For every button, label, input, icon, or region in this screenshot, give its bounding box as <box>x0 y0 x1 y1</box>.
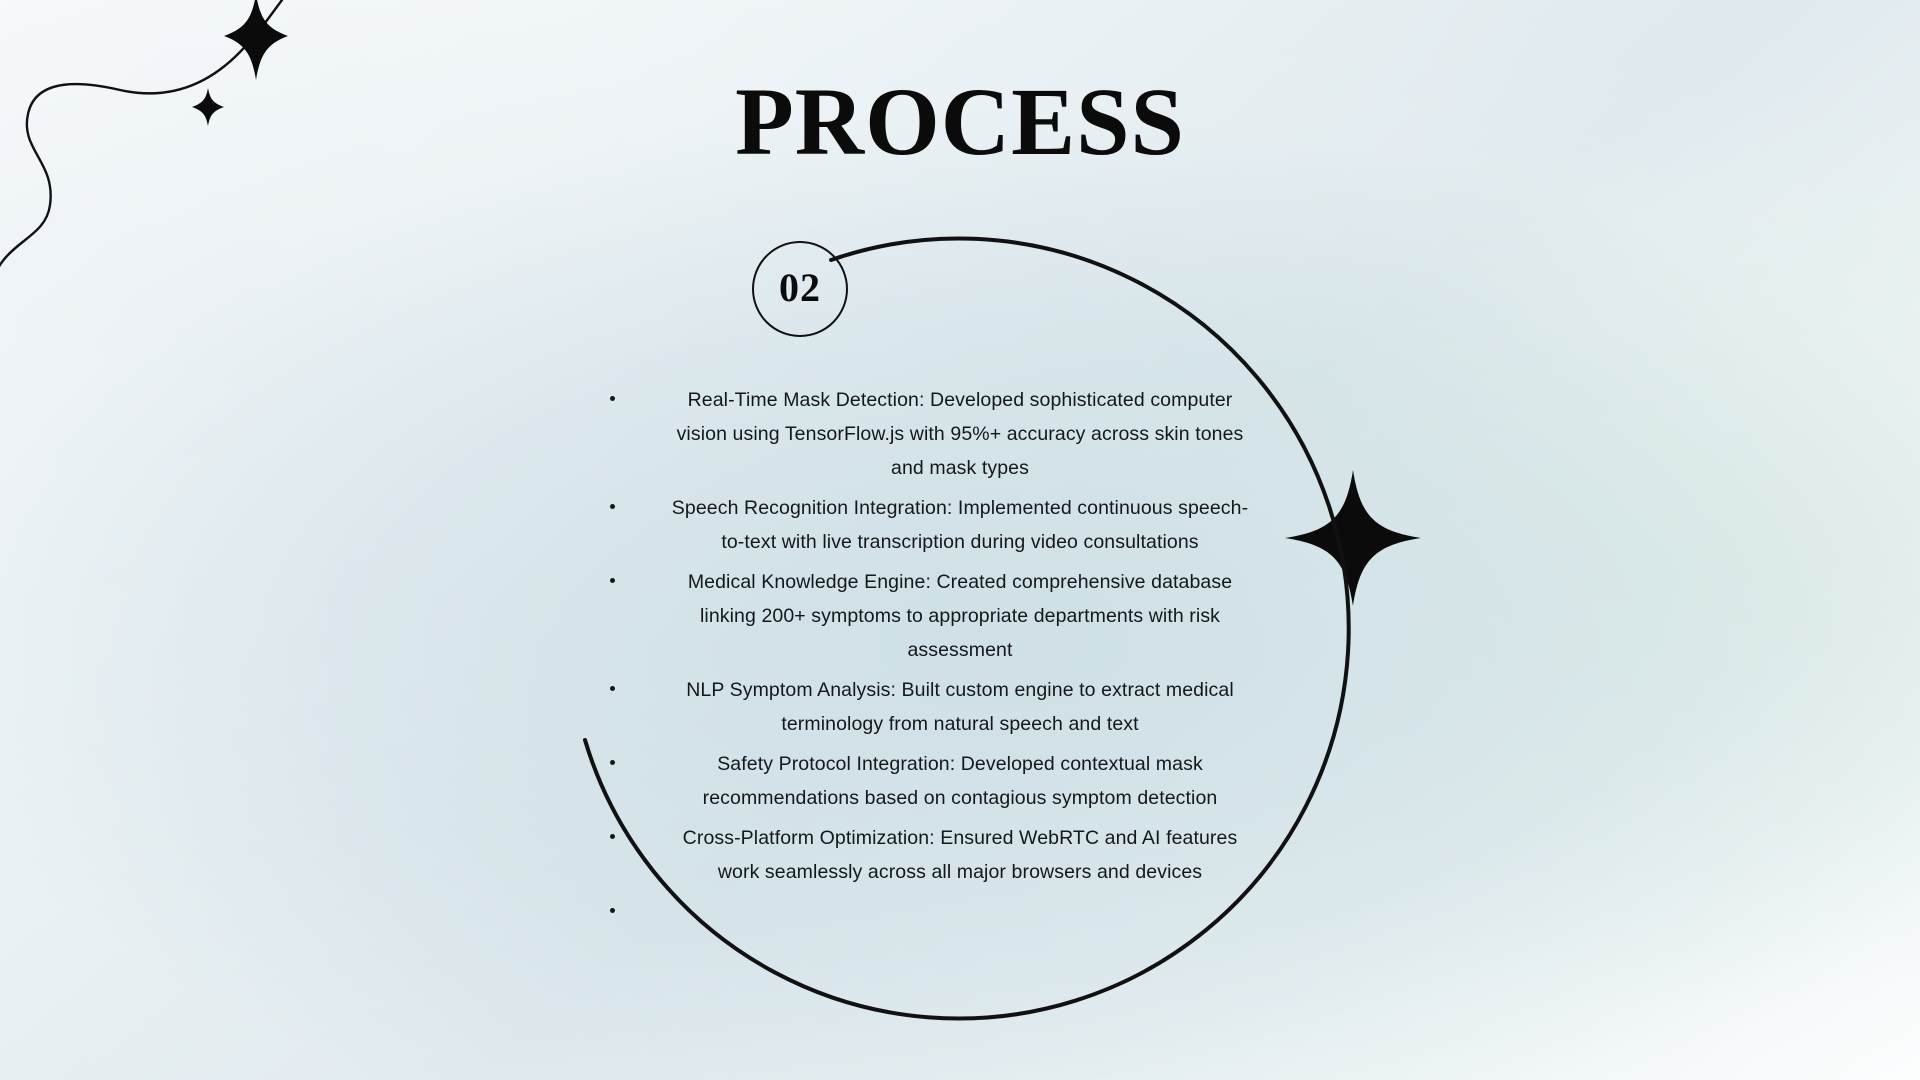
list-item <box>640 747 1280 819</box>
bullet-dot-icon <box>610 834 615 839</box>
page-title: PROCESS <box>735 68 1185 175</box>
list-item-label: NLP Symptom Analysis: Built custom engine to extract medical terminology from natural speech and text <box>686 679 1234 735</box>
bullet-dot-icon <box>610 396 615 401</box>
step-number-label: 02 <box>779 265 821 310</box>
list-item <box>640 565 1280 671</box>
list-item-label: Safety Protocol Integration: Developed contextual mask recommendations based on contagious symptom detection <box>702 753 1218 809</box>
bullet-dot-icon <box>610 504 615 509</box>
bullet-dot-icon <box>610 578 615 583</box>
list-item-label: Speech Recognition Integration: Implemented continuous speech-to-text with live transcription during video consultations <box>671 497 1249 553</box>
list-item <box>640 821 1280 893</box>
list-item <box>640 491 1280 563</box>
bullet-dot-icon <box>610 686 615 691</box>
list-item <box>640 895 1280 933</box>
step-number-badge <box>752 241 848 337</box>
list-item-label: Medical Knowledge Engine: Created comprehensive database linking 200+ symptoms to appropriate departments with risk assessment <box>687 571 1233 661</box>
four-point-star-icon <box>1283 470 1423 610</box>
process-bullet-list <box>640 383 1280 935</box>
list-item <box>640 673 1280 745</box>
list-item-label: Cross-Platform Optimization: Ensured WebRTC and AI features work seamlessly across all major browsers and devices <box>682 827 1238 883</box>
bullet-dot-icon <box>610 760 615 765</box>
list-item <box>640 383 1280 489</box>
bullet-dot-icon <box>610 908 615 913</box>
list-item-label: Real-Time Mask Detection: Developed sophisticated computer vision using TensorFlow.js with 95%+ accuracy across skin tones and mask types <box>676 389 1244 479</box>
